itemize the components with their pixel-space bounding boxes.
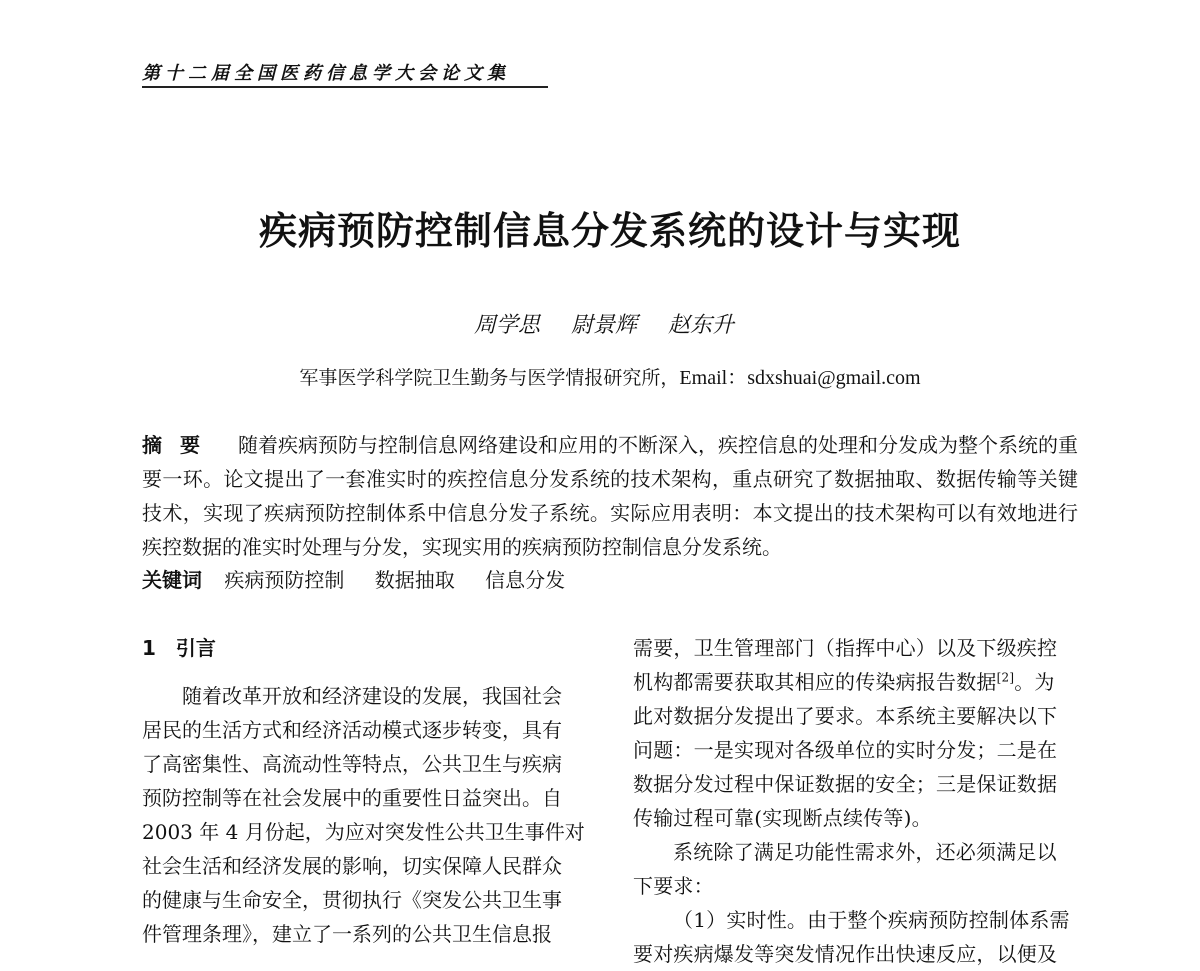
keywords-label: 关键词 <box>142 568 202 592</box>
affiliation-line <box>140 361 1080 395</box>
body-line: 下要求： <box>633 874 714 898</box>
body-line: 此对数据分发提出了要求。本系统主要解决以下 <box>633 704 1058 728</box>
body-line-with-citation <box>633 665 1078 699</box>
running-header: 第十二届全国医药信息学大会论文集 <box>142 62 548 88</box>
body-text: 。为 <box>1014 670 1055 694</box>
email-address: sdxshuai@gmail.com <box>747 367 921 389</box>
abstract-block <box>142 428 1078 578</box>
abstract-label: 摘要 <box>142 433 218 457</box>
body-line: 件管理条理》，建立了一系列的公共卫生信息报 <box>142 922 552 946</box>
body-line: 随着改革开放和经济建设的发展，我国社会 <box>182 684 562 708</box>
left-column-body <box>142 679 590 951</box>
body-line: 居民的生活方式和经济活动模式逐步转变，具有 <box>142 718 562 742</box>
keywords-block <box>142 563 1078 597</box>
section-number: 1 <box>142 636 156 660</box>
body-line: 数据分发过程中保证数据的安全；三是保证数据 <box>633 772 1058 796</box>
author-name: 周学思 <box>474 313 541 338</box>
section-heading <box>142 631 590 665</box>
keyword-item: 信息分发 <box>485 568 566 592</box>
body-text: 机构都需要获取其相应的传染病报告数据 <box>633 670 997 694</box>
body-line: 传输过程可靠(实现断点续传等)。 <box>633 806 932 830</box>
body-line: 了高密集性、高流动性等特点，公共卫生与疾病 <box>142 752 562 776</box>
body-line: 系统除了满足功能性需求外，还必须满足以 <box>673 840 1057 864</box>
body-line: （1）实时性。由于整个疾病预防控制体系需 <box>673 908 1070 932</box>
body-line: 2003 年 4 月份起，为应对突发性公共卫生事件对 <box>142 820 585 844</box>
paper-title: 疾病预防控制信息分发系统的设计与实现 <box>258 208 961 254</box>
body-line: 要对疾病爆发等突发情况作出快速反应，以便及 <box>633 942 1058 966</box>
citation-ref: [2] <box>996 670 1015 685</box>
body-line: 问题：一是实现对各级单位的实时分发；二是在 <box>633 738 1058 762</box>
right-column <box>633 631 1078 966</box>
keyword-item: 数据抽取 <box>374 568 455 592</box>
section-title: 引言 <box>175 636 216 660</box>
body-line: 预防控制等在社会发展中的重要性日益突出。自 <box>142 786 562 810</box>
abstract-text: 随着疾病预防与控制信息网络建设和应用的不断深入，疾控信息的处理和分发成为整个系统的重要一环。论文提出了一套准实时的疾控信息分发系统的技术架构，重点研究了数据抽取、数据传输等关键技术，实现了疾病预防控制体系中信息分发子系统。实际应用表明：本文提出的技术架构可以有效地进行疾控数据的准实时处理与分发，实现实用的疾病预防控制信息分发系统。 <box>142 433 1078 559</box>
affiliation-text: 军事医学科学院卫生勤务与医学情报研究所， <box>299 367 680 389</box>
body-line: 的健康与生命安全，贯彻执行《突发公共卫生事 <box>142 888 562 912</box>
keyword-item: 疾病预防控制 <box>224 568 345 592</box>
author-name: 赵东升 <box>668 313 735 338</box>
left-column <box>142 631 590 952</box>
author-name: 尉景辉 <box>571 313 638 338</box>
body-line: 社会生活和经济发展的影响，切实保障人民群众 <box>142 854 562 878</box>
email-label: Email： <box>679 367 748 389</box>
author-list <box>474 309 804 343</box>
body-line: 需要，卫生管理部门（指挥中心）以及下级疾控 <box>633 636 1058 660</box>
